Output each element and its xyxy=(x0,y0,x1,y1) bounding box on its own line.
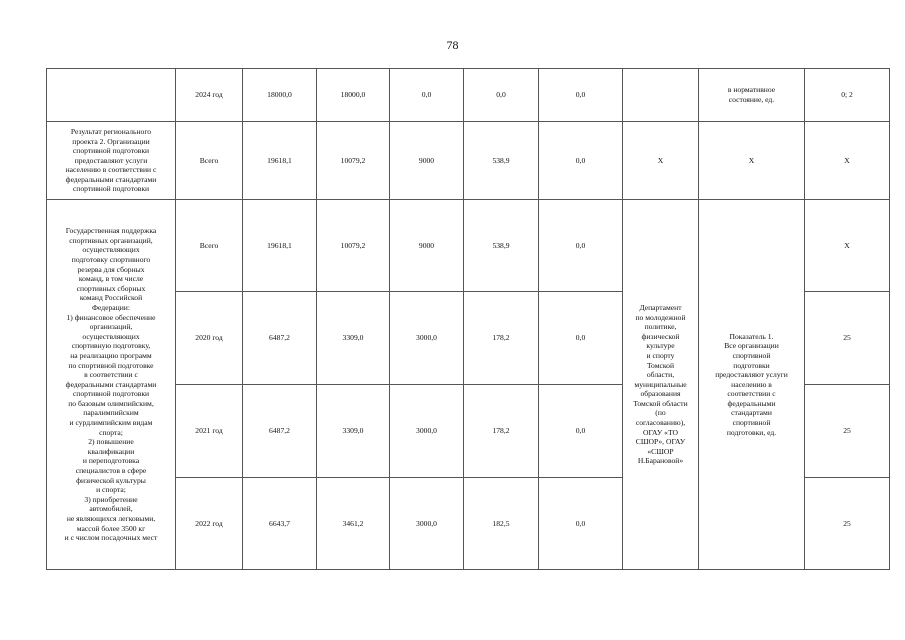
indicator-cell: Х xyxy=(699,122,805,200)
total-cell: 19618,1 xyxy=(243,200,317,292)
regional-cell: 9000 xyxy=(390,122,464,200)
row-name-cell: Результат регионального проекта 2. Организации спортивной подготовки предоставляют услуги населению в соответствии с федеральными стандартами спортивной подготовки xyxy=(47,122,176,200)
table-row xyxy=(47,122,890,200)
table-row xyxy=(47,200,890,292)
regional-cell: 0,0 xyxy=(390,69,464,122)
extra-cell: 0,0 xyxy=(539,69,623,122)
executor-cell xyxy=(623,69,699,122)
total-cell: 6487,2 xyxy=(243,385,317,478)
value-cell: Х xyxy=(805,200,890,292)
total-cell: 18000,0 xyxy=(243,69,317,122)
value-cell: 25 xyxy=(805,385,890,478)
total-cell: 6487,2 xyxy=(243,292,317,385)
period-cell: 2024 год xyxy=(176,69,243,122)
regional-cell: 3000,0 xyxy=(390,385,464,478)
budget-table xyxy=(46,68,890,570)
executor-cell: Департамент по молодежной политике, физической культуре и спорту Томской области, муниципальные образования Томской области (по согласованию), ОГАУ «ТО СШОР», ОГАУ «СШОР Н.Барановой» xyxy=(623,200,699,570)
period-cell: 2021 год xyxy=(176,385,243,478)
regional-cell: 9000 xyxy=(390,200,464,292)
local-cell: 178,2 xyxy=(464,292,539,385)
table-row xyxy=(47,69,890,122)
extra-cell: 0,0 xyxy=(539,292,623,385)
row-name-cell xyxy=(47,69,176,122)
executor-cell: Х xyxy=(623,122,699,200)
period-cell: 2020 год xyxy=(176,292,243,385)
total-cell: 19618,1 xyxy=(243,122,317,200)
row-name-cell: Государственная поддержка спортивных организаций, осуществляющих подготовку спортивного резерва для сборных команд, в том числе спортивных сборных команд Российской Федерации: 1) финансовое обеспечение организаций, осуществляющих спортивную подготовку, на реализацию программ по спортивной подготовке в соответствии с федеральными стандартами спортивной подготовки по базовым олимпийским, паралимпийским и сурдлимпийским видам спорта; 2) повышение квалификации и переподготовка специалистов в сфере физической культуры и спорта; 3) приобретение автомобилей, не являющихся легковыми, массой более 3500 кг и с числом посадочных мест xyxy=(47,200,176,570)
value-cell: 25 xyxy=(805,292,890,385)
extra-cell: 0,0 xyxy=(539,385,623,478)
period-cell: Всего xyxy=(176,200,243,292)
indicator-cell: Показатель 1. Все организации спортивной подготовки предоставляют услуги населению в соответствии с федеральными стандартами спортивной подготовки, ед. xyxy=(699,200,805,570)
federal-cell: 18000,0 xyxy=(317,69,390,122)
local-cell: 538,9 xyxy=(464,200,539,292)
value-cell: 25 xyxy=(805,478,890,570)
federal-cell: 10079,2 xyxy=(317,200,390,292)
period-cell: Всего xyxy=(176,122,243,200)
regional-cell: 3000,0 xyxy=(390,292,464,385)
value-cell: Х xyxy=(805,122,890,200)
local-cell: 182,5 xyxy=(464,478,539,570)
regional-cell: 3000,0 xyxy=(390,478,464,570)
extra-cell: 0,0 xyxy=(539,122,623,200)
federal-cell: 3461,2 xyxy=(317,478,390,570)
local-cell: 538,9 xyxy=(464,122,539,200)
indicator-cell: в нормативное состояние, ед. xyxy=(699,69,805,122)
federal-cell: 3309,0 xyxy=(317,292,390,385)
local-cell: 0,0 xyxy=(464,69,539,122)
federal-cell: 3309,0 xyxy=(317,385,390,478)
extra-cell: 0,0 xyxy=(539,200,623,292)
federal-cell: 10079,2 xyxy=(317,122,390,200)
page-number: 78 xyxy=(446,38,459,52)
total-cell: 6643,7 xyxy=(243,478,317,570)
period-cell: 2022 год xyxy=(176,478,243,570)
value-cell: 0; 2 xyxy=(805,69,890,122)
extra-cell: 0,0 xyxy=(539,478,623,570)
local-cell: 178,2 xyxy=(464,385,539,478)
